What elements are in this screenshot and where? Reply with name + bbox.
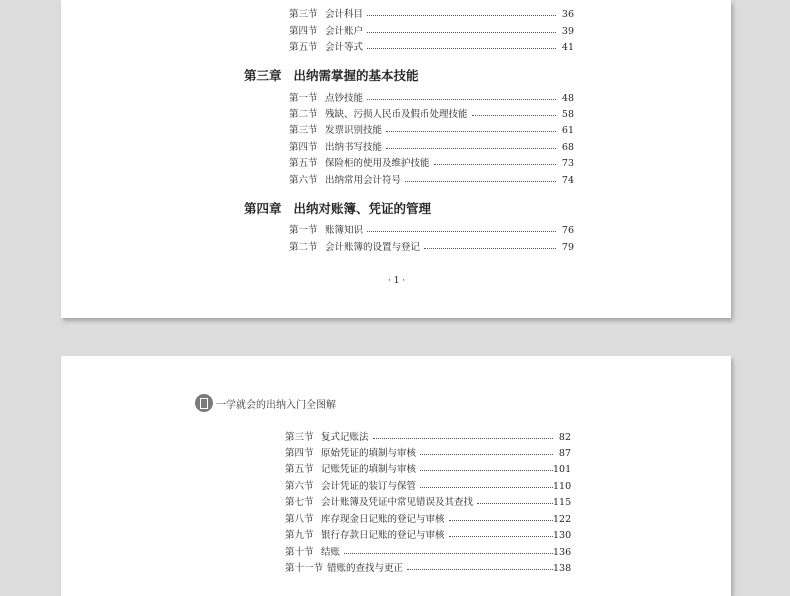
section-title: 原始凭证的填制与审核	[321, 448, 417, 459]
page-ref: 73	[561, 158, 574, 169]
dot-leader	[344, 553, 553, 554]
dot-leader	[373, 438, 553, 439]
toc-entry[interactable]	[285, 525, 571, 541]
chapter-heading[interactable]	[244, 66, 419, 84]
section-number: 第三节	[285, 432, 314, 443]
page-ref: 101	[553, 464, 572, 475]
page-number: · 1 ·	[388, 276, 406, 286]
section-number: 第四节	[285, 448, 314, 459]
toc-entry[interactable]	[285, 509, 571, 525]
page-ref: 74	[561, 175, 574, 186]
page-ref: 61	[561, 125, 574, 136]
toc-entry[interactable]	[285, 443, 571, 459]
section-title: 会计等式	[325, 42, 364, 53]
section-title: 发票识别技能	[325, 125, 383, 136]
toc-entry[interactable]	[285, 476, 571, 492]
dot-leader	[449, 520, 553, 521]
toc-page-2	[61, 356, 731, 596]
section-title: 残缺、污损人民币及假币处理技能	[325, 109, 468, 120]
section-title: 保险柜的使用及维护技能	[325, 158, 430, 169]
toc-entry[interactable]	[285, 492, 571, 508]
dot-leader	[420, 454, 553, 455]
toc-entry[interactable]	[285, 542, 571, 558]
dot-leader	[367, 48, 556, 49]
chapter-title: 出纳需掌握的基本技能	[293, 68, 419, 83]
section-title: 账簿知识	[325, 225, 364, 236]
dot-leader	[405, 181, 556, 182]
page-ref: 68	[561, 142, 574, 153]
section-number: 第三节	[289, 9, 318, 20]
section-title: 库存现金日记账的登记与审核	[321, 514, 445, 525]
section-number: 第十一节	[285, 563, 324, 574]
page-ref: 58	[561, 109, 574, 120]
toc-entry[interactable]	[289, 104, 574, 120]
section-number: 第三节	[289, 125, 318, 136]
page-ref: 138	[553, 563, 572, 574]
section-title: 错账的查找与更正	[327, 563, 404, 574]
section-title: 会计科目	[325, 9, 364, 20]
dot-leader	[367, 32, 556, 33]
chapter-heading[interactable]	[244, 199, 431, 217]
page-ref: 110	[553, 481, 572, 492]
dot-leader	[477, 503, 553, 504]
chapter-number: 第三章	[244, 68, 282, 83]
section-number: 第四节	[289, 26, 318, 37]
dot-leader	[367, 15, 556, 16]
page-ref: 79	[561, 242, 574, 253]
section-title: 结账	[321, 547, 341, 558]
section-number: 第六节	[289, 175, 318, 186]
page-ref: 122	[553, 514, 572, 525]
section-title: 会计凭证的装订与保管	[321, 481, 417, 492]
dot-leader	[420, 470, 553, 471]
page-ref: 87	[558, 448, 571, 459]
section-title: 记账凭证的填制与审核	[321, 464, 417, 475]
dot-leader	[434, 164, 556, 165]
section-title: 点钞技能	[325, 93, 364, 104]
toc-entry[interactable]	[289, 120, 574, 136]
section-number: 第五节	[289, 158, 318, 169]
section-number: 第九节	[285, 530, 314, 541]
section-number: 第十节	[285, 547, 314, 558]
dot-leader	[367, 231, 556, 232]
dot-leader	[472, 115, 556, 116]
section-number: 第二节	[289, 109, 318, 120]
chapter-number: 第四章	[244, 201, 282, 216]
dot-leader	[424, 248, 556, 249]
section-title: 出纳书写技能	[325, 142, 383, 153]
toc-entry[interactable]	[289, 237, 574, 253]
dot-leader	[420, 487, 553, 488]
running-header	[195, 394, 336, 412]
section-title: 复式记账法	[321, 432, 369, 443]
dot-leader	[449, 536, 553, 537]
section-title: 会计账簿的设置与登记	[325, 242, 421, 253]
section-number: 第五节	[285, 464, 314, 475]
toc-entry[interactable]	[289, 37, 574, 53]
header-title: 一学就会的出纳入门全图解	[216, 399, 336, 411]
dot-leader	[386, 131, 556, 132]
toc-entry[interactable]	[289, 153, 574, 169]
page-ref: 36	[561, 9, 574, 20]
toc-entry[interactable]	[289, 137, 574, 153]
toc-entry[interactable]	[285, 558, 571, 574]
toc-entry[interactable]	[289, 4, 574, 20]
section-number: 第一节	[289, 225, 318, 236]
toc-entry[interactable]	[285, 459, 571, 475]
page-ref: 130	[553, 530, 572, 541]
section-title: 会计账户	[325, 26, 364, 37]
chapter-title: 出纳对账簿、凭证的管理	[293, 201, 432, 216]
section-number: 第八节	[285, 514, 314, 525]
page-ref: 115	[553, 497, 572, 508]
dot-leader	[407, 569, 553, 570]
toc-entry[interactable]	[285, 427, 571, 443]
toc-entry[interactable]	[289, 170, 574, 186]
section-number: 第七节	[285, 497, 314, 508]
page-ref: 48	[561, 93, 574, 104]
section-title: 会计账簿及凭证中常见错误及其查找	[321, 497, 474, 508]
page-ref: 39	[561, 26, 574, 37]
section-number: 第一节	[289, 93, 318, 104]
page-ref: 82	[558, 432, 571, 443]
section-title: 银行存款日记账的登记与审核	[321, 530, 445, 541]
section-number: 第五节	[289, 42, 318, 53]
section-title: 出纳常用会计符号	[325, 175, 402, 186]
dot-leader	[367, 99, 556, 100]
toc-page-1	[61, 0, 731, 318]
dot-leader	[386, 148, 556, 149]
page-ref: 76	[561, 225, 574, 236]
toc-entry[interactable]	[289, 21, 574, 37]
section-number: 第六节	[285, 481, 314, 492]
toc-entry[interactable]	[289, 88, 574, 104]
section-number: 第二节	[289, 242, 318, 253]
page-ref: 41	[561, 42, 574, 53]
toc-entry[interactable]	[289, 220, 574, 236]
book-icon	[195, 394, 213, 412]
page-ref: 136	[553, 547, 572, 558]
section-number: 第四节	[289, 142, 318, 153]
